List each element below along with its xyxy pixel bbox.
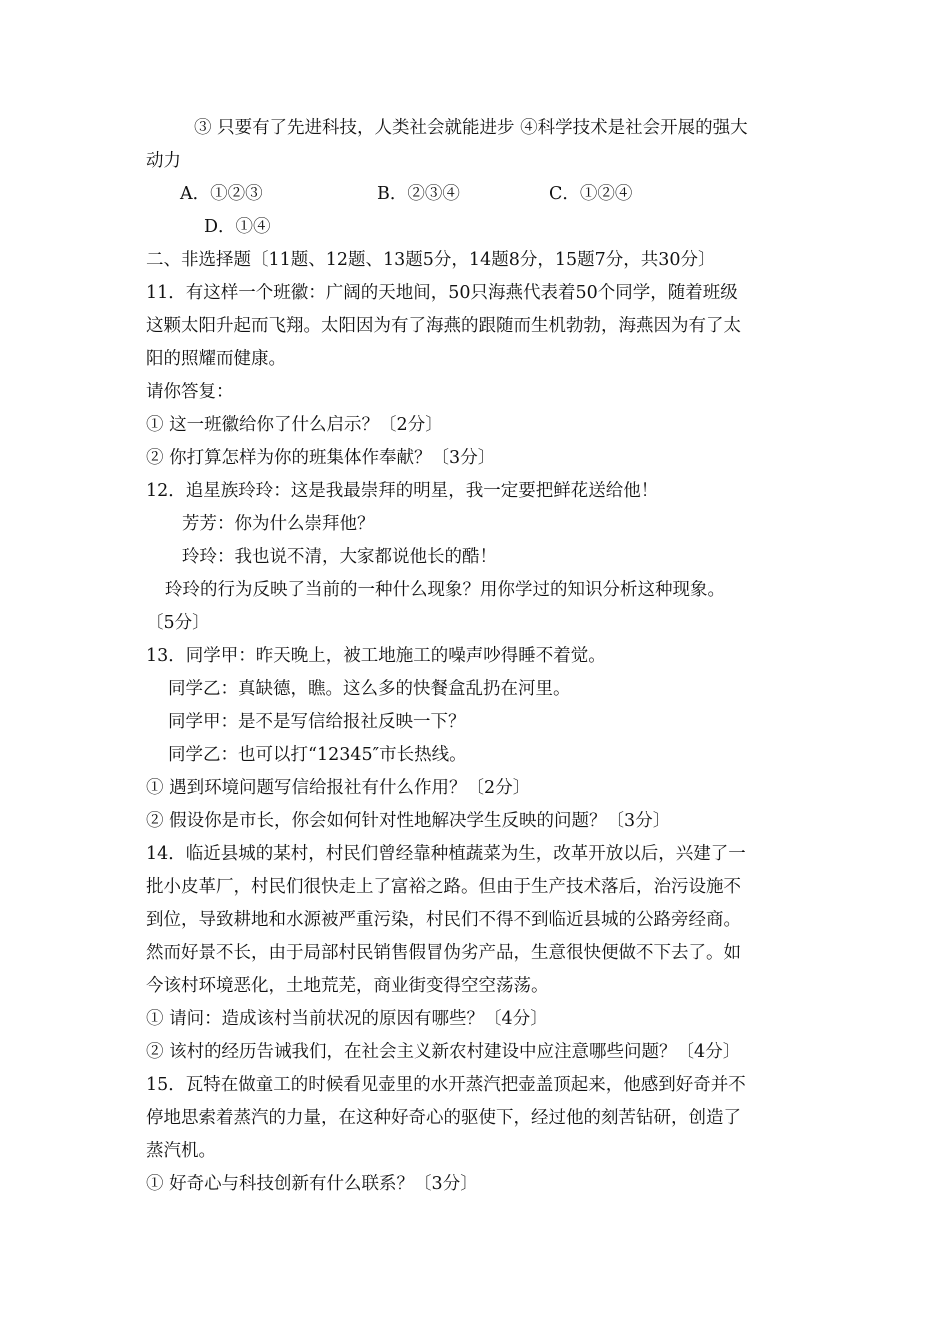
q13-line4: 同学乙：也可以打“12345″市长热线。 <box>168 745 467 765</box>
q15-sub1: ① 好奇心与科技创新有什么联系？〔3分〕 <box>146 1174 478 1194</box>
q10-option-b: B．②③④ <box>377 184 460 204</box>
q12-line4: 玲玲的行为反映了当前的一种什么现象？用你学过的知识分析这种现象。 <box>165 580 725 600</box>
q11-prompt: 请你答复： <box>146 382 234 402</box>
q14-text-line: 批小皮革厂，村民们很快走上了富裕之路。但由于生产技术落后，治污设施不 <box>146 877 741 897</box>
section2-heading: 二、非选择题〔11题、12题、13题5分，14题8分，15题7分，共30分〕 <box>146 250 716 270</box>
q11-sub2: ② 你打算怎样为你的班集体作奉献？〔3分〕 <box>146 448 496 468</box>
q13-line3: 同学甲：是不是写信给报社反映一下？ <box>168 712 466 732</box>
q13-sub2: ② 假设你是市长，你会如何针对性地解决学生反映的问题？〔3分〕 <box>146 811 671 831</box>
q14-sub2: ② 该村的经历告诫我们，在社会主义新农村建设中应注意哪些问题？〔4分〕 <box>146 1042 741 1062</box>
q13-line1: 13．同学甲：昨天晚上，被工地施工的噪声吵得睡不着觉。 <box>146 646 606 666</box>
q11-sub1: ① 这一班徽给你了什么启示？〔2分〕 <box>146 415 443 435</box>
q14-text-line: 今该村环境恶化，土地荒芜，商业街变得空空荡荡。 <box>146 976 549 996</box>
q11-text-line: 这颗太阳升起而飞翔。太阳因为有了海燕的跟随而生机勃勃，海燕因为有了太 <box>146 316 741 336</box>
q12-line1: 12．追星族玲玲：这是我最崇拜的明星，我一定要把鲜花送给他！ <box>146 481 659 501</box>
q10-option-a: A．①②③ <box>180 184 263 204</box>
q12-line2: 芳芳：你为什么崇拜他？ <box>182 514 375 534</box>
q10-option-d: D．①④ <box>204 217 271 237</box>
q14-text-line: 14．临近县城的某村，村民们曾经靠种植蔬菜为生，改革开放以后，兴建了一 <box>146 844 746 864</box>
q14-text-line: 到位，导致耕地和水源被严重污染，村民们不得不到临近县城的公路旁经商。 <box>146 910 741 930</box>
q14-sub1: ① 请问：造成该村当前状况的原因有哪些？〔4分〕 <box>146 1009 548 1029</box>
q15-text-line: 15．瓦特在做童工的时候看见壶里的水开蒸汽把壶盖顶起来，他感到好奇并不 <box>146 1075 746 1095</box>
q15-text-line: 蒸汽机。 <box>146 1141 216 1161</box>
q10-statement-line-cont: 动力 <box>146 151 181 171</box>
q11-text-line: 阳的照耀而健康。 <box>146 349 286 369</box>
q10-statement-line: ③ 只要有了先进科技，人类社会就能进步 ④科学技术是社会开展的强大 <box>194 118 748 138</box>
q15-text-line: 停地思索着蒸汽的力量，在这种好奇心的驱使下，经过他的刻苦钻研，创造了 <box>146 1108 741 1128</box>
q12-line5: 〔5分〕 <box>146 613 210 633</box>
q12-line3: 玲玲：我也说不清，大家都说他长的酷！ <box>182 547 497 567</box>
q11-text-line: 11．有这样一个班徽：广阔的天地间，50只海燕代表着50个同学，随着班级 <box>146 283 738 303</box>
q10-option-c: C．①②④ <box>549 184 633 204</box>
q14-text-line: 然而好景不长，由于局部村民销售假冒伪劣产品，生意很快便做不下去了。如 <box>146 943 741 963</box>
q13-line2: 同学乙：真缺德，瞧。这么多的快餐盒乱扔在河里。 <box>168 679 571 699</box>
q13-sub1: ① 遇到环境问题写信给报社有什么作用？〔2分〕 <box>146 778 531 798</box>
